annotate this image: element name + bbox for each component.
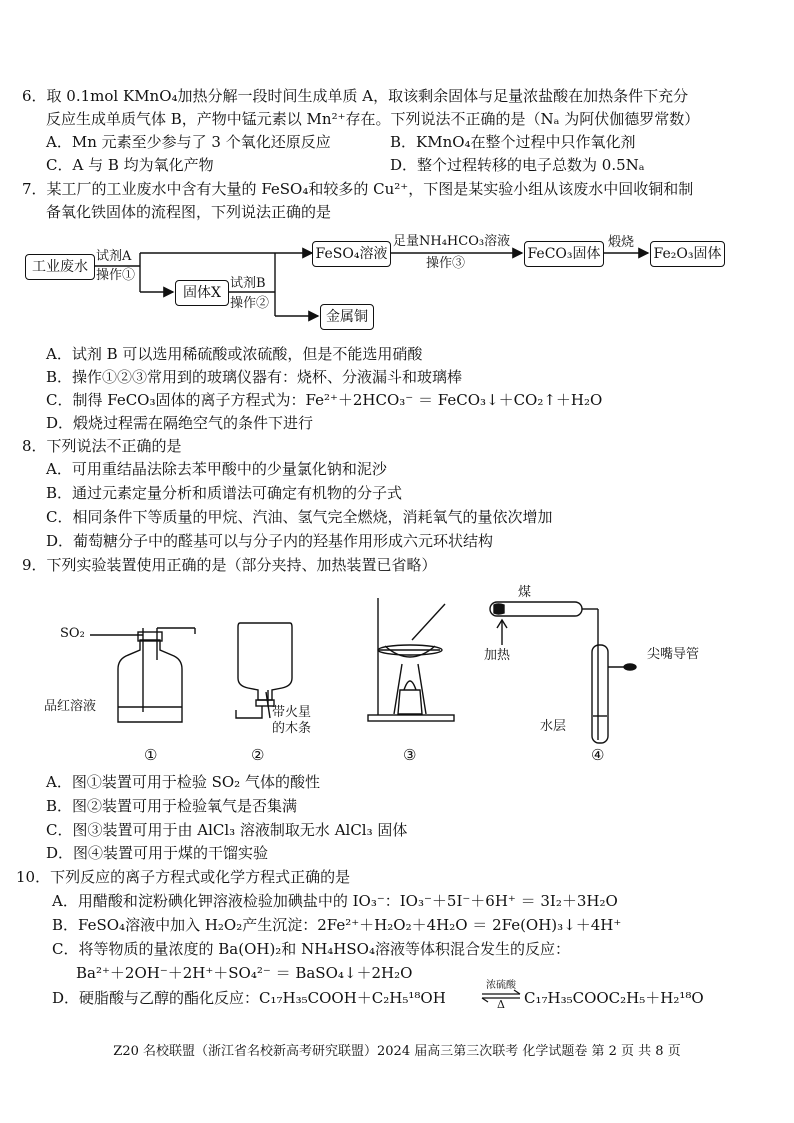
fig3-number: ③ [403,746,417,764]
q10-option-c-line1: C．将等物质的量浓度的 Ba(OH)₂和 NH₄HSO₄溶液等体积混合发生的反应： [52,940,570,958]
flow-node-fe2o3-solid: Fe₂O₃固体 [650,241,725,267]
q10-option-c-line2: Ba²⁺＋2OH⁻＋2H⁺＋SO₄²⁻ ＝ BaSO₄↓＋2H₂O [76,964,413,982]
q7-stem-line2: 备氧化铁固体的流程图，下列说法正确的是 [46,203,332,221]
fig4-label-heating: 加热 [484,648,511,663]
flow-label-op1: 操作① [96,268,136,283]
q9-option-d: D．图④装置可用于煤的干馏实验 [46,844,269,862]
q6-option-c: C．A 与 B 均为氧化产物 [46,156,214,174]
fig4-label-nozzle: 尖嘴导管 [647,647,700,662]
q10-condition-top: 浓硫酸 [486,980,516,991]
q9-stem: 9．下列实验装置使用正确的是（部分夹持、加热装置已省略） [22,556,437,574]
fig1-number: ① [144,746,158,764]
fig4-label-coal: 煤 [518,585,532,600]
q10-option-d-right: C₁₇H₃₅COOC₂H₅＋H₂¹⁸O [524,989,704,1007]
flow-label-calcine: 煅烧 [608,235,635,250]
q8-option-c: C．相同条件下等质量的甲烷、汽油、氢气完全燃烧，消耗氧气的量依次增加 [46,508,553,526]
flow-node-feco3-solid: FeCO₃固体 [524,241,604,267]
q9-option-a: A．图①装置可用于检验 SO₂ 气体的酸性 [46,773,320,791]
q6-stem-line1: 6．取 0.1mol KMnO₄加热分解一段时间生成单质 A，取该剩余固体与足量浓盐酸在加热条件下充分 [22,87,689,105]
q6-stem-line2: 反应生成单质气体 B，产物中锰元素以 Mn²⁺存在。下列说法不正确的是（Nₐ 为阿伏伽德罗常数） [46,110,700,128]
flow-label-reagent-a: 试剂A [96,249,132,264]
fig2-number: ② [251,746,265,764]
fig1-label-magenta-solution: 品红溶液 [44,699,97,714]
flow-node-wastewater: 工业废水 [25,254,95,280]
q7-option-a: A．试剂 B 可以选用稀硫酸或浓硫酸，但是不能选用硝酸 [46,345,423,363]
q7-option-d: D．煅烧过程需在隔绝空气的条件下进行 [46,414,314,432]
q7-option-c: C．制得 FeCO₃固体的离子方程式为：Fe²⁺＋2HCO₃⁻ ＝ FeCO₃↓＋CO₂↑＋H₂O [46,391,603,409]
q7-option-b: B．操作①②③常用到的玻璃仪器有：烧杯、分液漏斗和玻璃棒 [46,368,463,386]
flow-label-op2: 操作② [230,296,270,311]
flow-node-solid-x: 固体X [175,280,229,306]
q6-option-a: A．Mn 元素至少参与了 3 个氧化还原反应 [46,133,331,151]
q10-option-d-left: D．硬脂酸与乙醇的酯化反应：C₁₇H₃₅COOH＋C₂H₅¹⁸OH [52,989,446,1007]
fig2-label-glowing-2: 的木条 [272,721,312,736]
q8-option-a: A．可用重结晶法除去苯甲酸中的少量氯化钠和泥沙 [46,460,387,478]
fig4-label-water-layer: 水层 [540,719,567,734]
q9-option-b: B．图②装置可用于检验氧气是否集满 [46,797,298,815]
q9-option-c: C．图③装置可用于由 AlCl₃ 溶液制取无水 AlCl₃ 固体 [46,821,408,839]
flow-label-nh4hco3: 足量NH₄HCO₃溶液 [393,234,511,249]
flow-node-copper: 金属铜 [320,304,374,330]
fig2-label-glowing-1: 带火星 [272,705,312,720]
fig4-number: ④ [591,746,605,764]
q8-option-b: B．通过元素定量分析和质谱法可确定有机物的分子式 [46,484,403,502]
q10-condition-bottom: Δ [497,998,505,1011]
q7-stem-line1: 7．某工厂的工业废水中含有大量的 FeSO₄和较多的 Cu²⁺，下图是某实验小组从该废水中回收铜和制 [22,180,694,198]
q10-stem: 10．下列反应的离子方程式或化学方程式正确的是 [16,868,351,886]
q8-stem: 8．下列说法不正确的是 [22,437,182,455]
flow-label-reagent-b: 试剂B [230,276,266,291]
q10-option-b: B．FeSO₄溶液中加入 H₂O₂产生沉淀：2Fe²⁺＋H₂O₂＋4H₂O ＝ 2Fe(OH)₃↓＋4H⁺ [52,916,622,934]
page-footer: Z20 名校联盟（浙江省名校新高考研究联盟）2024 届高三第三次联考 化学试题卷 第 2 页 共 8 页 [113,1044,681,1059]
q6-option-d: D．整个过程转移的电子总数为 0.5Nₐ [390,156,645,174]
q10-option-a: A．用醋酸和淀粉碘化钾溶液检验加碘盐中的 IO₃⁻：IO₃⁻＋5I⁻＋6H⁺ ＝ 3I₂＋3H₂O [52,892,618,910]
fig1-label-so2: SO₂ [60,626,85,641]
flow-node-feso4-solution: FeSO₄溶液 [312,241,391,267]
flow-label-op3: 操作③ [426,256,466,271]
q6-option-b: B．KMnO₄在整个过程中只作氧化剂 [390,133,636,151]
q8-option-d: D．葡萄糖分子中的醛基可以与分子内的羟基作用形成六元环状结构 [46,532,494,550]
